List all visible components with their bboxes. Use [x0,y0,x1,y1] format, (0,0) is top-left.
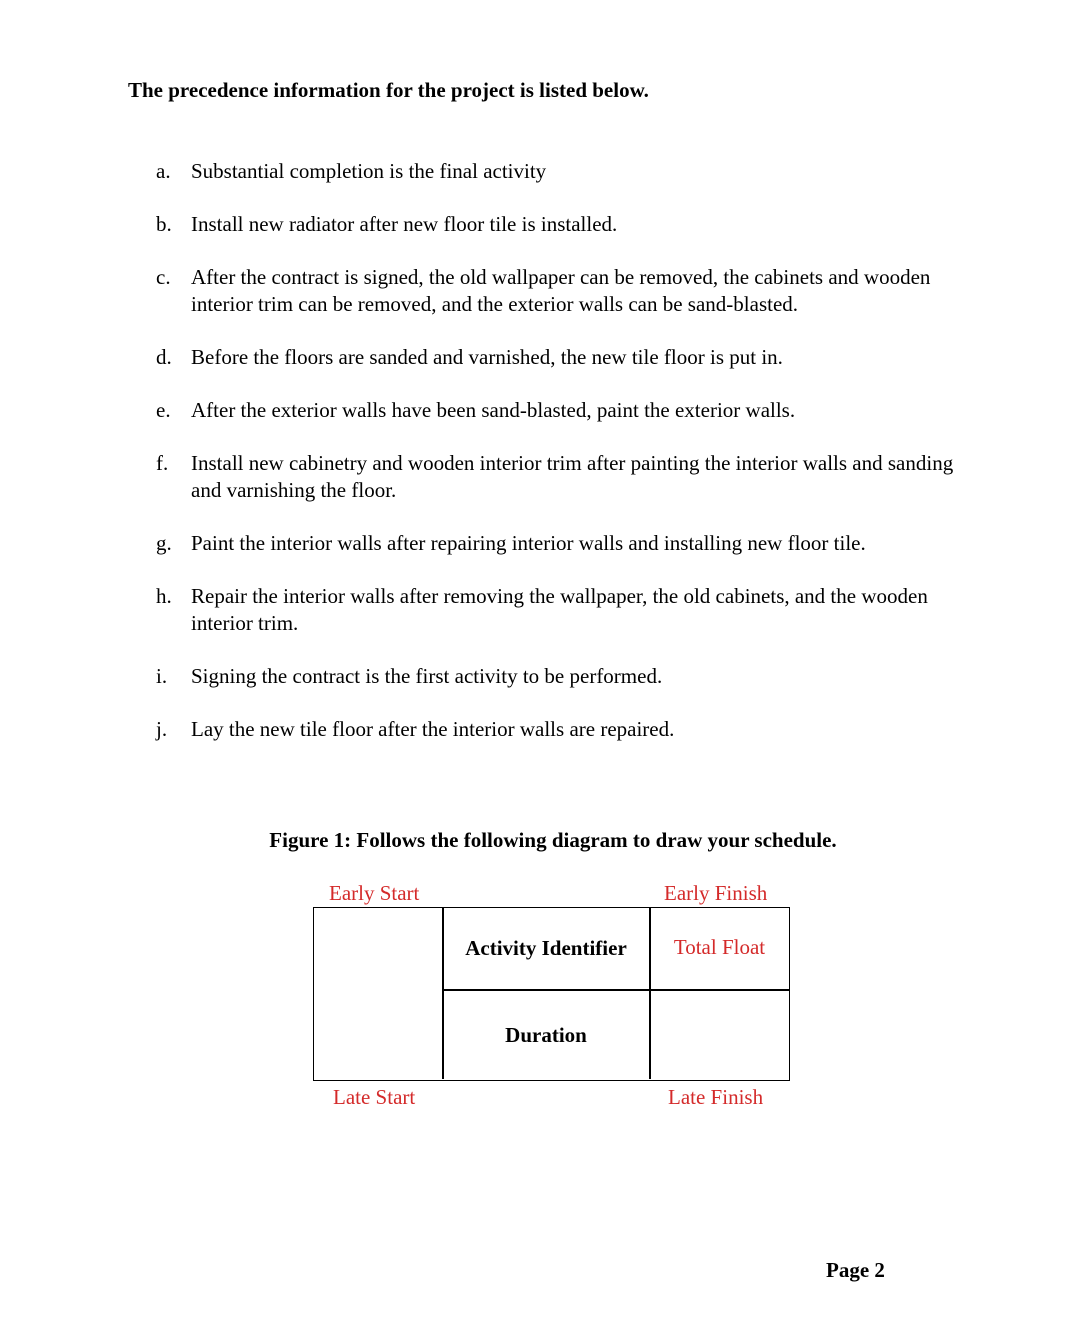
node-divider-left [442,908,444,1079]
figure-caption: Figure 1: Follows the following diagram to draw your schedule. [269,828,837,852]
list-marker: a. [156,159,171,183]
list-item [156,211,956,238]
list-item-text: Lay the new tile floor after the interior walls are repaired. [191,717,675,741]
list-item-text: After the exterior walls have been sand-blasted, paint the exterior walls. [191,398,796,422]
list-item [156,397,956,424]
list-marker: g. [156,531,172,555]
list-item [156,583,956,637]
list-item-text: Install new radiator after new floor tile is installed. [191,212,618,236]
list-marker: h. [156,584,172,608]
list-marker: e. [156,398,171,422]
list-item [156,663,956,690]
list-item [156,344,956,371]
list-item [156,716,956,743]
list-item-text: Install new cabinetry and wooden interior trim after painting the interior walls and sanding and varnishing the floor. [191,451,954,502]
list-item-text: Paint the interior walls after repairing interior walls and installing new floor tile. [191,531,866,555]
total-float-label: Total Float [673,935,766,959]
list-marker: f. [156,451,169,475]
list-item-text: Repair the interior walls after removing the wallpaper, the old cabinets, and the wooden interior trim. [191,584,928,635]
list-item [156,450,956,504]
early-finish-label: Early Finish [664,881,768,905]
list-marker: c. [156,265,171,289]
late-start-label: Late Start [333,1085,416,1109]
list-item [156,530,956,557]
late-finish-label: Late Finish [668,1085,764,1109]
activity-identifier-label: Activity Identifier [465,936,627,960]
node-divider-right [649,908,651,1079]
node-divider-middle [443,989,789,991]
page-number: Page 2 [826,1258,885,1282]
list-item-text: Substantial completion is the final activity [191,159,547,183]
list-item [156,264,956,318]
list-item-text: Before the floors are sanded and varnished, the new tile floor is put in. [191,345,783,369]
page-heading: The precedence information for the project is listed below. [128,78,649,102]
list-item [156,158,956,185]
activity-node-diagram [313,907,790,1081]
precedence-list [156,158,956,769]
list-item-text: After the contract is signed, the old wallpaper can be removed, the cabinets and wooden interior trim can be removed, and the exterior walls can be sand-blasted. [191,265,931,316]
list-marker: d. [156,345,172,369]
duration-label: Duration [505,1023,587,1047]
list-item-text: Signing the contract is the first activity to be performed. [191,664,663,688]
list-marker: i. [156,664,168,688]
list-marker: b. [156,212,172,236]
list-marker: j. [156,717,168,741]
early-start-label: Early Start [329,881,420,905]
